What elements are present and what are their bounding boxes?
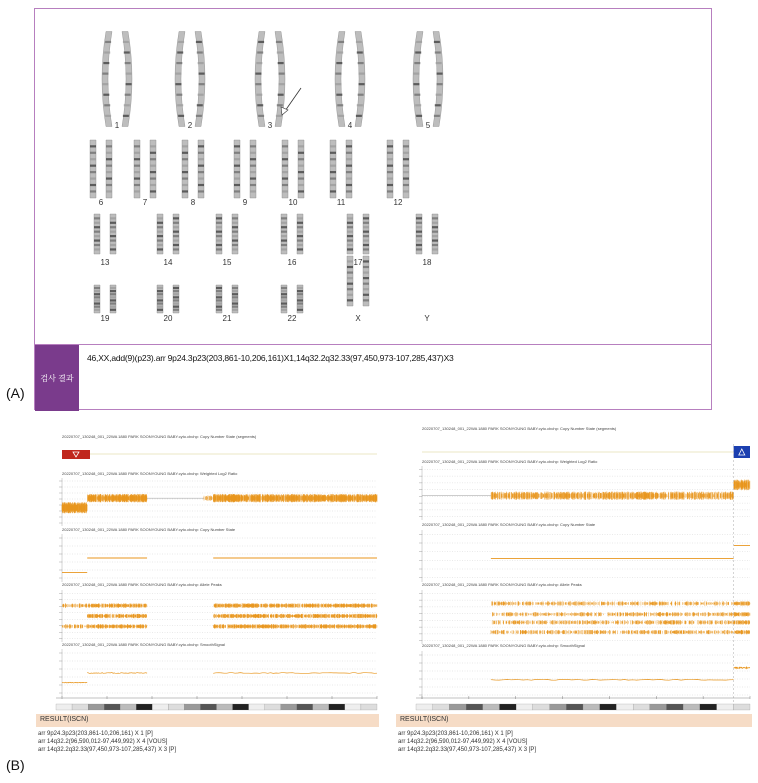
right-log2-ratio-track (419, 466, 750, 520)
chromosome-label-2: 2 (187, 121, 193, 130)
left-ideogram (56, 696, 377, 710)
chromosome-label-14: 14 (163, 258, 173, 267)
karyotype-result: 46,XX,add(9)(p23).arr 9p24.3p23(203,861-10,206,161)X1,14q32.2q32.33(97,450,973-107,285,437)X3 (87, 353, 454, 363)
panel-a-label: (A) (6, 385, 25, 401)
result-header-left: RESULT(ISCN) (36, 714, 379, 727)
chromosome-label-9: 9 (242, 198, 248, 207)
chromosome-label-X: X (355, 314, 361, 323)
left-track-title-1: 20220707_130248_001_22WA 1880 PARK SOONYOUNG BABY.cyto.cbchp: Copy Number State (segments) (62, 434, 257, 439)
left-smooth-signal-track (59, 649, 377, 697)
left-track-title-2: 20220707_130248_001_22WA 1880 PARK SOONYOUNG BABY.cyto.cbchp: Weighted Log2 Ratio (62, 471, 238, 476)
left-allele-peaks-track (59, 590, 377, 642)
right-track-title-3: 20220707_130248_001_22WA 1880 PARK SOONYOUNG BABY.cyto.cbchp: Copy Number State (422, 522, 596, 527)
chromosome-label-11: 11 (336, 198, 346, 207)
result-line-right-1: arr 9p24.3p23(203,861-10,206,161) X 1 [P] (398, 731, 513, 737)
chromosome-label-13: 13 (100, 258, 110, 267)
left-track-title-4: 20220707_130248_001_22WA 1880 PARK SOONYOUNG BABY.cyto.cbchp: Allele Peaks (62, 582, 222, 587)
chromosome-pair-18 (416, 214, 438, 254)
chromosome-label-19: 19 (100, 314, 110, 323)
right-track-title-5: 20220707_130248_001_22WA 1880 PARK SOONYOUNG BABY.cyto.cbchp: SmoothSignal (422, 643, 585, 648)
chromosome-pair-17 (347, 214, 369, 254)
right-track-title-1: 20220707_130248_001_22WA 1880 PARK SOONYOUNG BABY.cyto.cbchp: Copy Number State (segments) (422, 426, 617, 431)
chromosome-label-7: 7 (142, 198, 148, 207)
right-track-title-2: 20220707_130248_001_22WA 1880 PARK SOONYOUNG BABY.cyto.cbchp: Weighted Log2 Ratio (422, 459, 598, 464)
chromosome-label-6: 6 (98, 198, 104, 207)
cnv-plot-left (36, 428, 379, 773)
result-line-right-3: arr 14q32.2q32.33(97,450,973-107,285,437) X 3 [P] (398, 747, 537, 753)
chromosome-pair-22 (281, 285, 303, 313)
chromosome-label-16: 16 (287, 258, 297, 267)
result-tag: 검사 결과 (35, 345, 79, 411)
chromosome-label-15: 15 (222, 258, 232, 267)
chromosome-label-18: 18 (422, 258, 432, 267)
chromosome-label-8: 8 (190, 198, 196, 207)
chromosome-label-22: 22 (287, 314, 297, 323)
result-line-right-2: arr 14q32.2(96,590,012-97,449,992) X 4 [VOUS] (398, 739, 528, 745)
chromosome-pair-7 (134, 140, 156, 198)
chromosome-pair-10 (282, 140, 304, 198)
right-smooth-signal-track (419, 651, 750, 699)
chromosome-label-20: 20 (163, 314, 173, 323)
chromosome-pair-4 (335, 32, 365, 127)
right-segments-track (422, 446, 750, 458)
result-box (35, 344, 711, 411)
panel-b-label: (B) (6, 757, 25, 773)
chromosome-pair-9 (234, 140, 256, 198)
chromosome-pair-1 (102, 32, 132, 127)
result-header-right: RESULT(ISCN) (396, 714, 752, 727)
cnv-plot-right (396, 416, 752, 773)
left-track-title-5: 20220707_130248_001_22WA 1880 PARK SOONYOUNG BABY.cyto.cbchp: SmoothSignal (62, 642, 225, 647)
chromosome-label-10: 10 (288, 198, 298, 207)
chromosome-pair-11 (330, 140, 352, 198)
chromosome-label-5: 5 (425, 121, 431, 130)
karyogram-panel (34, 8, 712, 410)
cnv-plot-right-graphic (396, 416, 752, 712)
chromosome-pair-21 (216, 285, 238, 313)
chromosome-pair-20 (157, 285, 179, 313)
chromosome-pair-6 (90, 140, 112, 198)
right-track-title-4: 20220707_130248_001_22WA 1880 PARK SOONYOUNG BABY.cyto.cbchp: Allele Peaks (422, 582, 582, 587)
chromosome-pair-2 (175, 32, 205, 127)
chromosome-label-3: 3 (267, 121, 273, 130)
chromosome-label-Y: Y (424, 314, 430, 323)
chromosome-pair-14 (157, 214, 179, 254)
chromosome-label-4: 4 (347, 121, 353, 130)
right-allele-peaks-track (419, 590, 750, 644)
chromosome-pair-15 (216, 214, 238, 254)
right-ideogram (416, 696, 750, 710)
result-line-left-2: arr 14q32.2(96,590,012-97,449,992) X 4 [VOUS] (38, 739, 168, 745)
chromosome-pair-3 (255, 32, 285, 127)
chromosome-label-17: 17 (353, 258, 363, 267)
chromosome-label-1: 1 (114, 121, 120, 130)
left-segments-track (62, 450, 377, 459)
left-copy-number-track (59, 534, 377, 582)
chromosome-pair-19 (94, 285, 116, 313)
left-log2-ratio-track (59, 478, 377, 526)
chromosome-pair-13 (94, 214, 116, 254)
chromosome-pair-16 (281, 214, 303, 254)
chromosome-pair-5 (413, 32, 443, 127)
karyogram (35, 9, 711, 344)
left-track-title-3: 20220707_130248_001_22WA 1880 PARK SOONYOUNG BABY.cyto.cbchp: Copy Number State (62, 527, 236, 532)
chromosome-label-21: 21 (222, 314, 232, 323)
chromosome-pair-12 (387, 140, 409, 198)
result-line-left-3: arr 14q32.2q32.33(97,450,973-107,285,437) X 3 [P] (38, 747, 177, 753)
right-copy-number-track (419, 530, 750, 582)
chromosome-label-12: 12 (393, 198, 403, 207)
cnv-plot-left-graphic (36, 428, 379, 712)
result-line-left-1: arr 9p24.3p23(203,861-10,206,161) X 1 [P] (38, 731, 153, 737)
chromosome-pair-8 (182, 140, 204, 198)
